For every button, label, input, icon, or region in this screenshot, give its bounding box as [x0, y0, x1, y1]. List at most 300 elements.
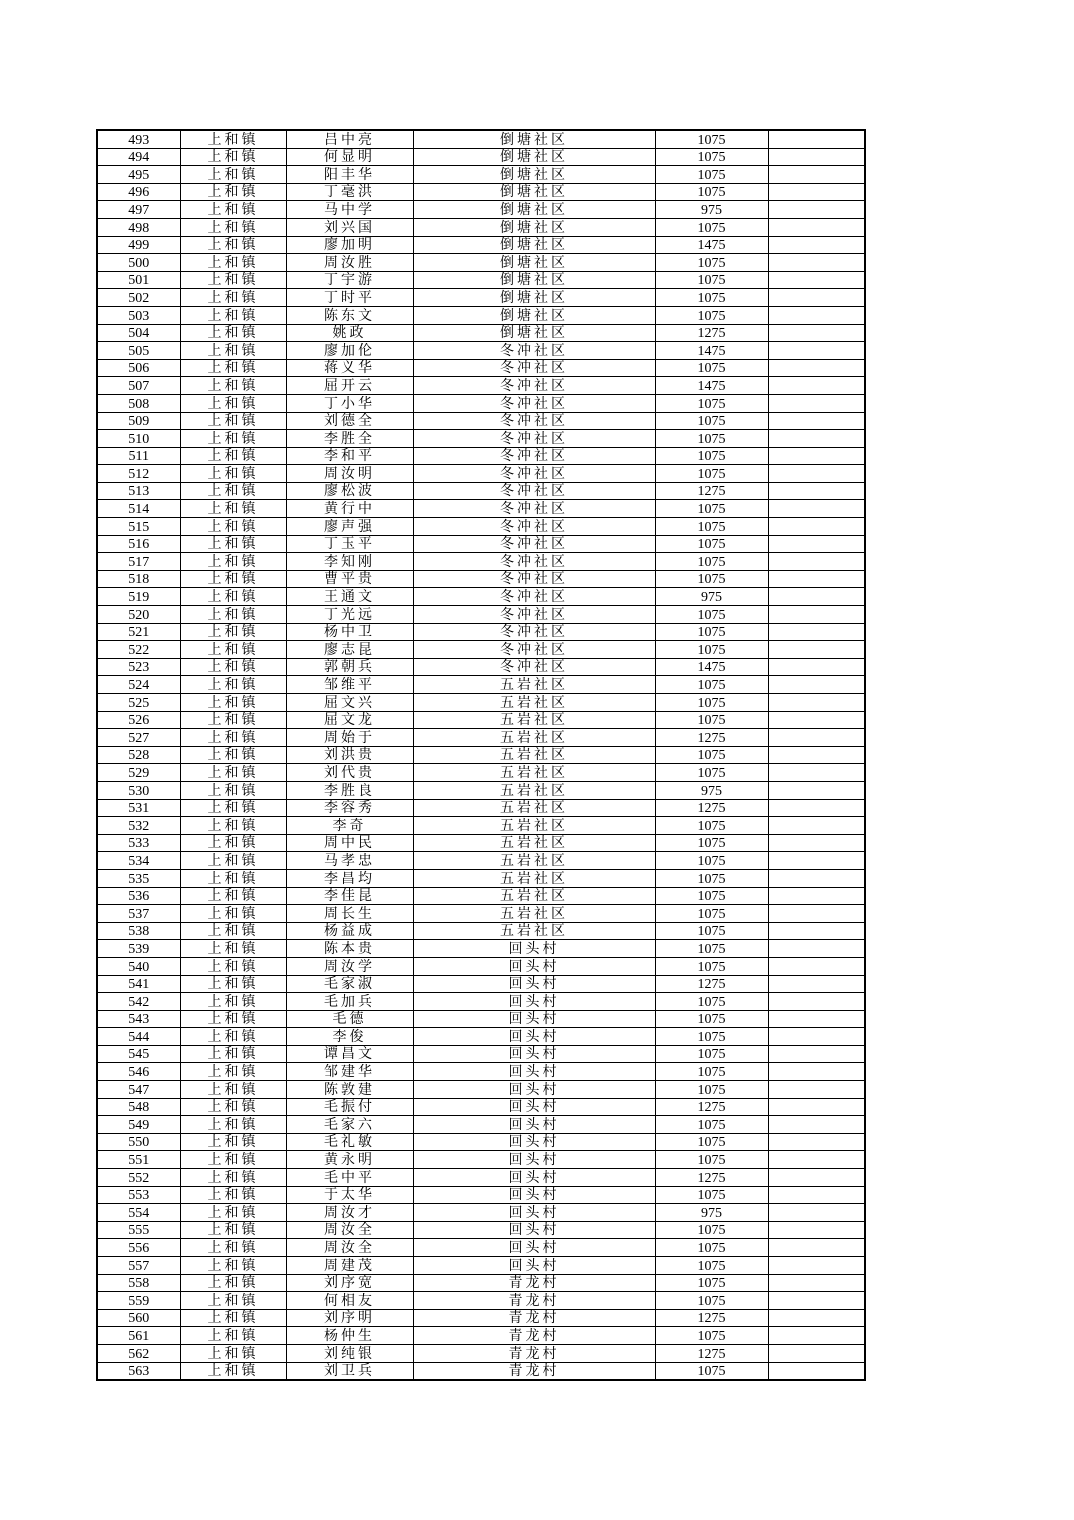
cell-town: 上和镇	[180, 694, 286, 712]
cell-person-name: 毛中平	[286, 1169, 413, 1187]
cell-amount: 1075	[655, 940, 768, 958]
cell-row-number: 543	[97, 1010, 180, 1028]
cell-row-number: 557	[97, 1257, 180, 1275]
table-row	[97, 1098, 865, 1116]
roster-table	[96, 129, 866, 1381]
cell-amount: 1075	[655, 1327, 768, 1345]
cell-town: 上和镇	[180, 148, 286, 166]
cell-row-number: 526	[97, 711, 180, 729]
cell-amount: 1075	[655, 993, 768, 1011]
table-row	[97, 1010, 865, 1028]
cell-town: 上和镇	[180, 1257, 286, 1275]
cell-town: 上和镇	[180, 394, 286, 412]
cell-town: 上和镇	[180, 1045, 286, 1063]
cell-village: 冬冲社区	[413, 447, 655, 465]
cell-note	[768, 1116, 865, 1134]
cell-row-number: 497	[97, 201, 180, 219]
cell-town: 上和镇	[180, 306, 286, 324]
cell-town: 上和镇	[180, 746, 286, 764]
cell-amount: 1075	[655, 1045, 768, 1063]
cell-note	[768, 588, 865, 606]
cell-town: 上和镇	[180, 817, 286, 835]
cell-town: 上和镇	[180, 1028, 286, 1046]
table-row	[97, 1292, 865, 1310]
cell-amount: 975	[655, 781, 768, 799]
cell-town: 上和镇	[180, 834, 286, 852]
table-row	[97, 588, 865, 606]
table-row	[97, 1239, 865, 1257]
cell-amount: 1275	[655, 975, 768, 993]
cell-note	[768, 887, 865, 905]
cell-note	[768, 676, 865, 694]
cell-person-name: 刘卫兵	[286, 1362, 413, 1380]
table-row	[97, 781, 865, 799]
cell-town: 上和镇	[180, 711, 286, 729]
cell-row-number: 553	[97, 1186, 180, 1204]
cell-village: 冬冲社区	[413, 623, 655, 641]
cell-village: 冬冲社区	[413, 465, 655, 483]
cell-person-name: 丁玉平	[286, 535, 413, 553]
cell-row-number: 527	[97, 729, 180, 747]
cell-person-name: 李知刚	[286, 553, 413, 571]
cell-person-name: 刘德全	[286, 412, 413, 430]
cell-note	[768, 254, 865, 272]
cell-row-number: 556	[97, 1239, 180, 1257]
cell-note	[768, 658, 865, 676]
cell-village: 青龙村	[413, 1327, 655, 1345]
cell-person-name: 李和平	[286, 447, 413, 465]
cell-village: 回头村	[413, 1028, 655, 1046]
table-row	[97, 271, 865, 289]
cell-village: 冬冲社区	[413, 658, 655, 676]
cell-note	[768, 623, 865, 641]
cell-town: 上和镇	[180, 430, 286, 448]
table-row	[97, 852, 865, 870]
cell-town: 上和镇	[180, 1133, 286, 1151]
cell-amount: 1075	[655, 465, 768, 483]
cell-amount: 1075	[655, 1010, 768, 1028]
cell-row-number: 531	[97, 799, 180, 817]
cell-row-number: 502	[97, 289, 180, 307]
cell-person-name: 刘纯银	[286, 1344, 413, 1362]
table-row	[97, 359, 865, 377]
cell-amount: 1075	[655, 1257, 768, 1275]
cell-row-number: 525	[97, 694, 180, 712]
cell-row-number: 522	[97, 641, 180, 659]
roster-table-body	[97, 130, 865, 1380]
cell-amount: 1275	[655, 324, 768, 342]
cell-person-name: 丁宇游	[286, 271, 413, 289]
cell-person-name: 廖松波	[286, 482, 413, 500]
table-row	[97, 1045, 865, 1063]
cell-village: 青龙村	[413, 1309, 655, 1327]
table-row	[97, 148, 865, 166]
cell-person-name: 于太华	[286, 1186, 413, 1204]
cell-person-name: 丁小华	[286, 394, 413, 412]
cell-amount: 1075	[655, 641, 768, 659]
table-row	[97, 1257, 865, 1275]
table-row	[97, 394, 865, 412]
cell-town: 上和镇	[180, 254, 286, 272]
cell-row-number: 548	[97, 1098, 180, 1116]
cell-person-name: 李奇	[286, 817, 413, 835]
cell-village: 青龙村	[413, 1292, 655, 1310]
cell-row-number: 528	[97, 746, 180, 764]
cell-row-number: 533	[97, 834, 180, 852]
table-row	[97, 1344, 865, 1362]
cell-amount: 1075	[655, 359, 768, 377]
table-row	[97, 623, 865, 641]
table-row	[97, 729, 865, 747]
cell-village: 青龙村	[413, 1362, 655, 1380]
cell-town: 上和镇	[180, 641, 286, 659]
cell-village: 回头村	[413, 1186, 655, 1204]
cell-row-number: 530	[97, 781, 180, 799]
table-row	[97, 922, 865, 940]
cell-person-name: 陈东文	[286, 306, 413, 324]
cell-row-number: 500	[97, 254, 180, 272]
cell-village: 倒塘社区	[413, 183, 655, 201]
cell-person-name: 李容秀	[286, 799, 413, 817]
cell-amount: 1075	[655, 746, 768, 764]
cell-town: 上和镇	[180, 905, 286, 923]
cell-note	[768, 905, 865, 923]
cell-amount: 1075	[655, 218, 768, 236]
cell-amount: 1275	[655, 799, 768, 817]
cell-village: 五岩社区	[413, 746, 655, 764]
cell-row-number: 561	[97, 1327, 180, 1345]
cell-note	[768, 1292, 865, 1310]
cell-row-number: 529	[97, 764, 180, 782]
cell-note	[768, 166, 865, 184]
cell-row-number: 545	[97, 1045, 180, 1063]
cell-village: 倒塘社区	[413, 166, 655, 184]
cell-row-number: 510	[97, 430, 180, 448]
cell-amount: 1075	[655, 817, 768, 835]
table-row	[97, 887, 865, 905]
cell-village: 五岩社区	[413, 852, 655, 870]
cell-row-number: 505	[97, 342, 180, 360]
cell-note	[768, 834, 865, 852]
cell-village: 回头村	[413, 957, 655, 975]
cell-town: 上和镇	[180, 1151, 286, 1169]
cell-note	[768, 1257, 865, 1275]
cell-person-name: 刘洪贵	[286, 746, 413, 764]
cell-person-name: 陈敦建	[286, 1081, 413, 1099]
cell-town: 上和镇	[180, 1221, 286, 1239]
cell-person-name: 刘序宽	[286, 1274, 413, 1292]
cell-row-number: 532	[97, 817, 180, 835]
cell-person-name: 陈本贵	[286, 940, 413, 958]
table-row	[97, 218, 865, 236]
cell-village: 回头村	[413, 1239, 655, 1257]
cell-village: 五岩社区	[413, 711, 655, 729]
cell-village: 冬冲社区	[413, 394, 655, 412]
cell-town: 上和镇	[180, 218, 286, 236]
cell-town: 上和镇	[180, 342, 286, 360]
cell-amount: 1275	[655, 1098, 768, 1116]
cell-row-number: 504	[97, 324, 180, 342]
cell-person-name: 杨中卫	[286, 623, 413, 641]
cell-person-name: 黄永明	[286, 1151, 413, 1169]
cell-town: 上和镇	[180, 869, 286, 887]
cell-village: 倒塘社区	[413, 148, 655, 166]
cell-person-name: 廖加明	[286, 236, 413, 254]
cell-row-number: 499	[97, 236, 180, 254]
cell-town: 上和镇	[180, 606, 286, 624]
cell-village: 冬冲社区	[413, 359, 655, 377]
cell-amount: 1075	[655, 1028, 768, 1046]
table-row	[97, 324, 865, 342]
cell-row-number: 512	[97, 465, 180, 483]
cell-amount: 1075	[655, 1292, 768, 1310]
cell-row-number: 507	[97, 377, 180, 395]
cell-village: 倒塘社区	[413, 306, 655, 324]
cell-note	[768, 1063, 865, 1081]
table-row	[97, 342, 865, 360]
cell-amount: 1075	[655, 887, 768, 905]
cell-village: 青龙村	[413, 1344, 655, 1362]
cell-person-name: 蒋义华	[286, 359, 413, 377]
cell-person-name: 吕中亮	[286, 130, 413, 148]
cell-town: 上和镇	[180, 1186, 286, 1204]
cell-person-name: 丁时平	[286, 289, 413, 307]
cell-town: 上和镇	[180, 588, 286, 606]
cell-amount: 975	[655, 588, 768, 606]
table-row	[97, 606, 865, 624]
cell-note	[768, 852, 865, 870]
cell-town: 上和镇	[180, 852, 286, 870]
cell-person-name: 周汝全	[286, 1239, 413, 1257]
cell-note	[768, 1081, 865, 1099]
cell-amount: 1075	[655, 570, 768, 588]
table-row	[97, 957, 865, 975]
table-row	[97, 1116, 865, 1134]
cell-town: 上和镇	[180, 1098, 286, 1116]
cell-amount: 1075	[655, 1274, 768, 1292]
cell-note	[768, 412, 865, 430]
cell-village: 冬冲社区	[413, 500, 655, 518]
cell-person-name: 刘代贵	[286, 764, 413, 782]
cell-amount: 1075	[655, 1081, 768, 1099]
cell-note	[768, 148, 865, 166]
cell-amount: 1075	[655, 764, 768, 782]
cell-person-name: 毛加兵	[286, 993, 413, 1011]
cell-row-number: 541	[97, 975, 180, 993]
cell-note	[768, 130, 865, 148]
table-row	[97, 711, 865, 729]
cell-town: 上和镇	[180, 359, 286, 377]
cell-amount: 1475	[655, 236, 768, 254]
cell-row-number: 524	[97, 676, 180, 694]
cell-village: 五岩社区	[413, 834, 655, 852]
cell-row-number: 519	[97, 588, 180, 606]
cell-town: 上和镇	[180, 1362, 286, 1380]
cell-amount: 1075	[655, 1151, 768, 1169]
cell-village: 倒塘社区	[413, 271, 655, 289]
cell-town: 上和镇	[180, 764, 286, 782]
cell-note	[768, 922, 865, 940]
table-row	[97, 166, 865, 184]
cell-row-number: 506	[97, 359, 180, 377]
cell-note	[768, 218, 865, 236]
cell-amount: 1275	[655, 729, 768, 747]
cell-amount: 1075	[655, 553, 768, 571]
cell-row-number: 563	[97, 1362, 180, 1380]
cell-person-name: 李胜良	[286, 781, 413, 799]
cell-person-name: 周长生	[286, 905, 413, 923]
cell-village: 回头村	[413, 1221, 655, 1239]
table-row	[97, 1081, 865, 1099]
cell-person-name: 马孝忠	[286, 852, 413, 870]
cell-amount: 1075	[655, 1116, 768, 1134]
cell-amount: 1075	[655, 1133, 768, 1151]
cell-town: 上和镇	[180, 570, 286, 588]
cell-row-number: 493	[97, 130, 180, 148]
table-row	[97, 1133, 865, 1151]
table-row	[97, 465, 865, 483]
cell-row-number: 508	[97, 394, 180, 412]
table-row	[97, 236, 865, 254]
cell-note	[768, 940, 865, 958]
cell-row-number: 511	[97, 447, 180, 465]
cell-amount: 1275	[655, 1344, 768, 1362]
cell-amount: 1075	[655, 289, 768, 307]
table-row	[97, 799, 865, 817]
cell-note	[768, 1169, 865, 1187]
cell-town: 上和镇	[180, 1344, 286, 1362]
cell-amount: 1275	[655, 482, 768, 500]
cell-note	[768, 1028, 865, 1046]
cell-note	[768, 993, 865, 1011]
table-row	[97, 694, 865, 712]
table-row	[97, 658, 865, 676]
cell-village: 冬冲社区	[413, 606, 655, 624]
table-row	[97, 869, 865, 887]
table-row	[97, 1186, 865, 1204]
cell-note	[768, 535, 865, 553]
cell-village: 倒塘社区	[413, 201, 655, 219]
cell-amount: 1075	[655, 1239, 768, 1257]
cell-amount: 1075	[655, 130, 768, 148]
cell-village: 五岩社区	[413, 869, 655, 887]
table-row	[97, 447, 865, 465]
cell-amount: 1075	[655, 905, 768, 923]
cell-person-name: 廖声强	[286, 518, 413, 536]
cell-village: 冬冲社区	[413, 342, 655, 360]
cell-note	[768, 1362, 865, 1380]
cell-village: 五岩社区	[413, 817, 655, 835]
cell-note	[768, 518, 865, 536]
cell-person-name: 廖志昆	[286, 641, 413, 659]
cell-village: 回头村	[413, 1257, 655, 1275]
cell-row-number: 562	[97, 1344, 180, 1362]
table-row	[97, 975, 865, 993]
table-row	[97, 482, 865, 500]
cell-village: 冬冲社区	[413, 588, 655, 606]
cell-note	[768, 430, 865, 448]
cell-amount: 1075	[655, 922, 768, 940]
table-row	[97, 518, 865, 536]
cell-note	[768, 183, 865, 201]
cell-village: 倒塘社区	[413, 130, 655, 148]
cell-town: 上和镇	[180, 324, 286, 342]
table-row	[97, 254, 865, 272]
cell-town: 上和镇	[180, 1010, 286, 1028]
cell-note	[768, 1133, 865, 1151]
cell-row-number: 537	[97, 905, 180, 923]
cell-row-number: 514	[97, 500, 180, 518]
cell-row-number: 515	[97, 518, 180, 536]
cell-amount: 1475	[655, 658, 768, 676]
cell-person-name: 周汝胜	[286, 254, 413, 272]
cell-town: 上和镇	[180, 1274, 286, 1292]
cell-note	[768, 271, 865, 289]
cell-note	[768, 201, 865, 219]
cell-note	[768, 1327, 865, 1345]
cell-village: 回头村	[413, 1204, 655, 1222]
cell-village: 冬冲社区	[413, 641, 655, 659]
cell-row-number: 503	[97, 306, 180, 324]
cell-amount: 975	[655, 201, 768, 219]
cell-village: 倒塘社区	[413, 289, 655, 307]
table-row	[97, 412, 865, 430]
cell-village: 倒塘社区	[413, 324, 655, 342]
cell-note	[768, 394, 865, 412]
cell-town: 上和镇	[180, 940, 286, 958]
cell-person-name: 何相友	[286, 1292, 413, 1310]
cell-town: 上和镇	[180, 201, 286, 219]
cell-village: 冬冲社区	[413, 377, 655, 395]
cell-person-name: 丁光远	[286, 606, 413, 624]
cell-amount: 1075	[655, 166, 768, 184]
cell-village: 倒塘社区	[413, 236, 655, 254]
cell-town: 上和镇	[180, 518, 286, 536]
cell-note	[768, 1239, 865, 1257]
cell-town: 上和镇	[180, 289, 286, 307]
cell-row-number: 494	[97, 148, 180, 166]
cell-person-name: 毛礼敏	[286, 1133, 413, 1151]
cell-town: 上和镇	[180, 799, 286, 817]
cell-note	[768, 869, 865, 887]
table-row	[97, 834, 865, 852]
cell-amount: 1075	[655, 676, 768, 694]
table-row	[97, 570, 865, 588]
table-row	[97, 183, 865, 201]
cell-village: 回头村	[413, 940, 655, 958]
cell-note	[768, 817, 865, 835]
table-row	[97, 1221, 865, 1239]
cell-amount: 1075	[655, 254, 768, 272]
cell-village: 五岩社区	[413, 887, 655, 905]
cell-town: 上和镇	[180, 781, 286, 799]
table-row	[97, 940, 865, 958]
cell-town: 上和镇	[180, 1063, 286, 1081]
cell-town: 上和镇	[180, 1169, 286, 1187]
cell-town: 上和镇	[180, 553, 286, 571]
cell-row-number: 547	[97, 1081, 180, 1099]
cell-note	[768, 1010, 865, 1028]
cell-row-number: 559	[97, 1292, 180, 1310]
cell-note	[768, 799, 865, 817]
cell-village: 回头村	[413, 993, 655, 1011]
cell-town: 上和镇	[180, 1116, 286, 1134]
cell-row-number: 536	[97, 887, 180, 905]
cell-village: 冬冲社区	[413, 430, 655, 448]
cell-village: 回头村	[413, 1063, 655, 1081]
cell-town: 上和镇	[180, 1327, 286, 1345]
cell-amount: 1275	[655, 1169, 768, 1187]
